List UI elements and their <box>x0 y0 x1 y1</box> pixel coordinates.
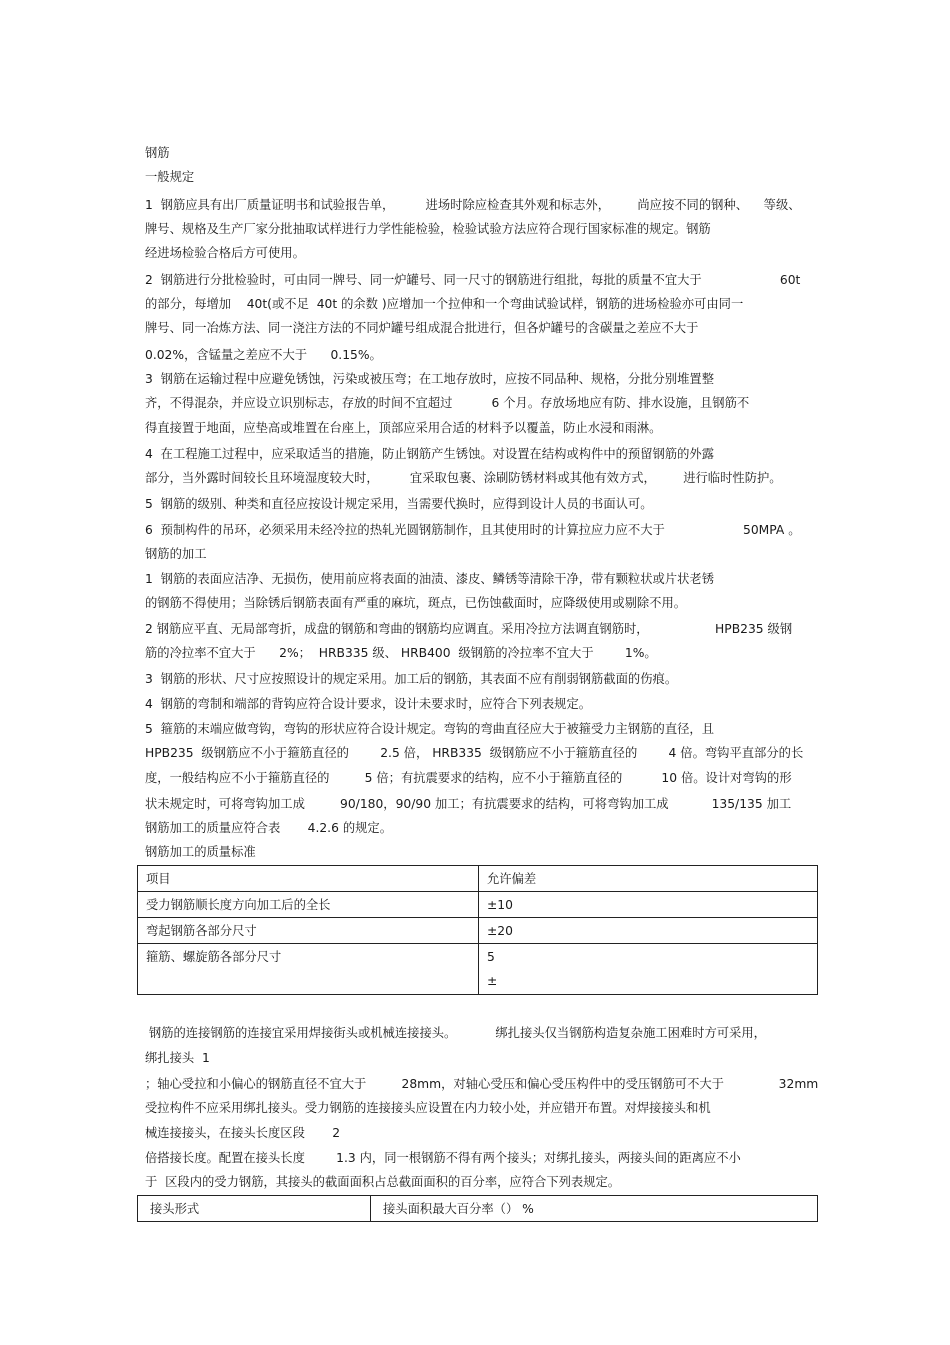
joint-percentage-table <box>137 1195 818 1222</box>
text-line: 械连接接头，在接头长度区段 2 <box>145 1126 341 1140</box>
text-line: 度，一般结构应不小于箍筋直径的 5 倍；有抗震要求的结构，应不小于箍筋直径的 10 倍。设计对弯钩的形 <box>145 771 792 785</box>
table-cell <box>479 944 818 995</box>
table-caption: 钢筋加工的质量标准 <box>145 845 256 859</box>
table-cell: 箍筋、螺旋筋各部分尺寸 <box>138 944 479 995</box>
table-header-row <box>138 1196 818 1222</box>
text-line: 1 钢筋的表面应洁净、无损伤，使用前应将表面的油渍、漆皮、鳞锈等清除干净，带有颗粒状或片状老锈 <box>145 572 715 586</box>
text-line: 3 钢筋在运输过程中应避免锈蚀，污染或被压弯；在工地存放时，应按不同品种、规格，分批分别堆置整 <box>145 372 715 386</box>
text-line: 牌号、同一冶炼方法、同一浇注方法的不同炉罐号组成混合批进行，但各炉罐号的含碳量之差应不大于 <box>145 321 699 335</box>
text-line: 1 钢筋应具有出厂质量证明书和试验报告单， 进场时除应检查其外观和标志外， 尚应按不同的钢种、 等级、 <box>145 198 801 212</box>
text-line: 的部分，每增加 40t(或不足 40t 的余数 )应增加一个拉伸和一个弯曲试验试样，钢筋的进场检验亦可由同一 <box>145 297 744 311</box>
text-line: 钢筋加工的质量应符合表 4.2.6 的规定。 <box>145 821 393 835</box>
text-line: 齐，不得混杂，并应设立识别标志，存放的时间不宜超过 6 个月。存放场地应有防、排水设施，且钢筋不 <box>145 396 750 410</box>
table-header-cell: 允许偏差 <box>479 866 818 892</box>
text-line: 4 在工程施工过程中，应采取适当的措施，防止钢筋产生锈蚀。对设置在结构或构件中的预留钢筋的外露 <box>145 447 715 461</box>
text-line: 的钢筋不得使用；当除锈后钢筋表面有严重的麻坑，斑点，已伤蚀截面时，应降级使用或剔除不用。 <box>145 596 687 610</box>
doc-title: 钢筋 <box>145 146 170 160</box>
text-line: 3 钢筋的形状、尺寸应按照设计的规定采用。加工后的钢筋，其表面不应有削弱钢筋截面的伤痕。 <box>145 672 678 686</box>
text-line: 0.02%，含锰量之差应不大于 0.15%。 <box>145 348 382 362</box>
table-cell: ±20 <box>479 918 818 944</box>
quality-standard-table <box>137 865 818 995</box>
text-line: 2 钢筋进行分批检验时，可由同一牌号、同一炉罐号、同一尺寸的钢筋进行组批，每批的质量不宜大于 60t <box>145 273 801 287</box>
table-row <box>138 944 818 995</box>
section-heading-general: 一般规定 <box>145 170 195 184</box>
text-line: HPB235 级钢筋应不小于箍筋直径的 2.5 倍， HRB335 级钢筋应不小于箍筋直径的 4 倍。弯钩平直部分的长 <box>145 746 804 760</box>
table-header-cell: 项目 <box>138 866 479 892</box>
text-line: 筋的冷拉率不宜大于 2%； HRB335 级、 HRB400 级钢筋的冷拉率不宜大于 1%。 <box>145 646 657 660</box>
table-header-cell: 接头形式 <box>138 1196 371 1222</box>
text-line: 受拉构件不应采用绑扎接头。受力钢筋的连接接头应设置在内力较小处，并应错开布置。对焊接接头和机 <box>145 1101 711 1115</box>
table-row <box>138 918 818 944</box>
table-row <box>138 892 818 918</box>
cell-value-symbol: ± <box>487 974 498 988</box>
text-line: 经进场检验合格后方可使用。 <box>145 246 305 260</box>
text-line: 6 预制构件的吊环，必须采用未经冷拉的热轧光圆钢筋制作，且其使用时的计算拉应力应不大于 50MPA 。 <box>145 523 801 537</box>
text-line: 5 钢筋的级别、种类和直径应按设计规定采用，当需要代换时，应得到设计人员的书面认可。 <box>145 497 653 511</box>
text-line: 绑扎接头 1 <box>145 1051 210 1065</box>
text-line: 5 箍筋的末端应做弯钩，弯钩的形状应符合设计规定。弯钩的弯曲直径应大于被箍受力主钢筋的直径，且 <box>145 722 715 736</box>
text-line: 倍搭接长度。配置在接头长度 1.3 内，同一根钢筋不得有两个接头；对绑扎接头，两接头间的距离应不小 <box>145 1151 741 1165</box>
text-line: 2 钢筋应平直、无局部弯折，成盘的钢筋和弯曲的钢筋均应调直。采用冷拉方法调直钢筋时， HPB235 级钢 <box>145 622 793 636</box>
text-line: 于 区段内的受力钢筋，其接头的截面面积占总截面面积的百分率，应符合下列表规定。 <box>145 1175 621 1189</box>
table-cell: 弯起钢筋各部分尺寸 <box>138 918 479 944</box>
text-line: 状未规定时，可将弯钩加工成 90/180，90/90 加工；有抗震要求的结构，可将弯钩加工成 135/135 加工 <box>145 797 792 811</box>
cell-value: 5 <box>487 950 495 964</box>
text-line: 钢筋的连接钢筋的连接宜采用焊接街头或机械连接接头。 绑扎接头仅当钢筋构造复杂施工困难时方可采用， <box>145 1026 766 1040</box>
text-line: 得直接置于地面，应垫高或堆置在台座上，顶部应采用合适的材料予以覆盖，防止水浸和雨淋。 <box>145 421 662 435</box>
table-header-cell: 接头面积最大百分率（） % <box>371 1196 818 1222</box>
table-header-row <box>138 866 818 892</box>
text-line: 牌号、规格及生产厂家分批抽取试样进行力学性能检验，检验试验方法应符合现行国家标准的规定。钢筋 <box>145 222 711 236</box>
table-cell: ±10 <box>479 892 818 918</box>
text-line: 4 钢筋的弯制和端部的背钩应符合设计要求，设计未要求时，应符合下列表规定。 <box>145 697 592 711</box>
table-cell: 受力钢筋顺长度方向加工后的全长 <box>138 892 479 918</box>
section-heading-processing: 钢筋的加工 <box>145 547 207 561</box>
text-line: ；轴心受拉和小偏心的钢筋直径不宜大于 28mm，对轴心受压和偏心受压构件中的受压钢筋可不大于 32mm <box>145 1077 819 1091</box>
text-line: 部分，当外露时间较长且环境湿度较大时， 宜采取包裹、涂刷防锈材料或其他有效方式， 进行临时性防护。 <box>145 471 782 485</box>
